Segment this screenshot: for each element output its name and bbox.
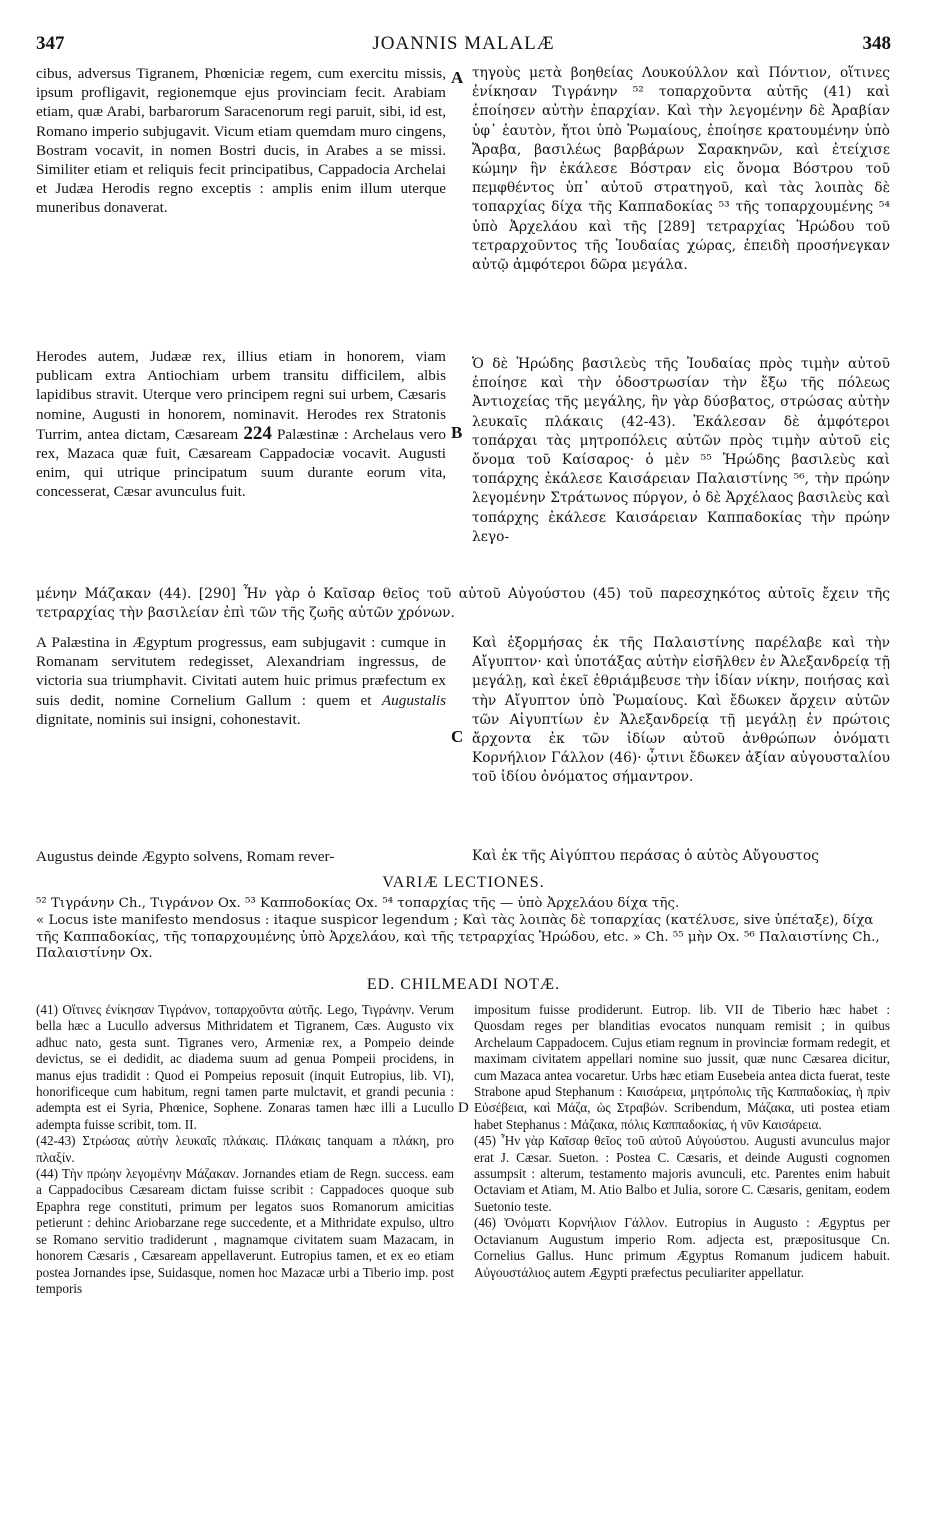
notes-right-column — [474, 1002, 890, 1281]
notes-left-column — [36, 1002, 454, 1297]
variae-block — [36, 896, 890, 963]
latin-paragraph-1 — [36, 64, 446, 218]
note-45: (45) Ἦν γὰρ Καῖσαρ θεῖος τοῦ αὐτοῦ Αὐγούστου. Augusti avunculus major erat J. Cæsar. Sueton. : Postea C. Cæsaris, et deinde Augusti cognomen assumpsit : alterum, testamento majoris avunculi, etc. Parentes enim habuit Octaviam et Atiam, M. Atio Balbo et Julia, sorore C. Cæsaris, genitam, eodem Suetonio teste. — [474, 1133, 890, 1214]
greek-paragraph-4 — [472, 847, 890, 866]
page-number-right: 348 — [862, 33, 891, 54]
greek-text-2: Ὁ δὲ Ἡρώδης βασιλεὺς τῆς Ἰουδαίας πρὸς τιμὴν αὐτοῦ ἐποίησε καὶ τὴν ὁδοστρωσίαν τὴν ἔξω τῆς πόλεως Ἀντιοχείας τῆς μεγάλης, ἣν γὰρ δύσβατος, στρώσας αὐτὴν λευκαῖς πλάκαις (42-43). Ἐκάλεσαν δὲ ἀμφότεροι τοπάρχαι τὰς μητροπόλεις αὐτῶν πρὸς τιμὴν αὐτοῦ εἰς ὄνομα τοῦ Καίσαρος· ὁ μὲν ⁵⁵ Ἡρώδης βασιλεὺς καὶ τοπάρχης ἐκάλεσε Καισάρειαν Παλαιστίνης ⁵⁶, τὴν πρώην λεγομένην Στράτωνος πύργον, ὁ δὲ Ἀρχέλαος βασιλεὺς καὶ τοπάρχης ἐκάλεσε Καισάρειαν Καππαδοκίας τὴν πρώην λεγο- — [472, 356, 890, 545]
variae-heading: VARIÆ LECTIONES. — [382, 874, 545, 891]
note-44-continued: impositum fuisse prodiderunt. Eutrop. lib. VII de Tiberio hæc habet : Quosdam reges per blanditias evocatos nunquam remisit ; in quibus Archelaum Cappadocem. Cujus etiam regnum in provinciæ formam redegit, et maximam civitatem appellari nomine suo jussit, quæ nunc Cæsarea dicitur, cum Mazaca antea vocaretur. Urbs hæc etiam Eusebeia antea dicta fuerat, teste Strabone apud Stephanum : Καισάρεια, μητρόπολις τῆς Καππαδοκίας, ἡ πρὶν Εὐσέβεια, καὶ Μάζα, ὡς Στραβών. Scribendum, Μάζακα, uti postea etiam habet Stephanus : Μάζακα, πόλις Καππαδοκίας, ἡ νῦν Καισάρεια. — [474, 1002, 890, 1132]
note-46: (46) Ὀνόματι Κορνήλιον Γάλλον. Eutropius in Augusto : Ægyptus per Octavianum Augustum imperio Rom. adjecta est, præpositusque Cn. Cornelius Gallus. Hunc primum Ægyptus Romanum judicem habuit. Αὐγουστάλιος autem Ægypti præfectus peculiariter appellatur. — [474, 1215, 890, 1280]
variae-line-2: « Locus iste manifesto mendosus : itaque suspicor legendum ; Καὶ τὰς λοιπὰς δὲ τοπαρχίας (κατέλυσε, sive ὑπέταξε), δίχα τῆς Καππαδοκίας, τῆς τοπαρχουμένης ὑπὸ Ἀρχελάου, καὶ τῆς τετραρχίας Ἡρώδου, etc. » Ch. ⁵⁵ μὴν Ox. ⁵⁶ Παλαιστίνης Ch., Παλαιστίνην Ox. — [36, 912, 880, 962]
latin-text-2b: Palæstinæ : Archelaus vero rex, Mazaca quæ fuit, Cæsaream Cappadociæ vocavit. Augusti enim, qui utrique principatum suum durante eorum vita, concesserat, Cæsar avunculus fuit. — [36, 425, 446, 501]
marker-b: B — [451, 423, 463, 442]
latin-italic-augustalis: Augustalis — [381, 691, 447, 709]
greek-paragraph-3 — [472, 634, 890, 788]
latin-text-3b: dignitate, nominis sui insigni, cohonestavit. — [36, 710, 301, 728]
notes-heading: ED. CHILMEADI NOTÆ. — [366, 976, 561, 993]
variae-line-1: ⁵² Τιγράνην Ch., Τιγράνον Ox. ⁵³ Καπποδοκίας Ox. ⁵⁴ τοπαρχίας τῆς — ὑπὸ Ἀρχελάου δίχα τῆς. — [36, 896, 680, 911]
margin-number: 224 — [243, 422, 272, 444]
latin-text-1: cibus, adversus Tigranem, Phœniciæ regem, cum exercitu missis, ipsum profligavit, regionemque ejus provinciam fecit. Arabiam etiam, quæ Arabi, barbarorum Saracenorum regi paruit, sibi, id est, Romano imperio subjugavit. Vicum etiam quemdam muro cingens, Bostram vocavit, in nomen Bostri ducis, in Arabes a se missi. Similiter etiam et reliquis fecit principatibus, Cappadocia Archelai et Judæa Herodis regno exceptis : amplis enim illum uterque muneribus donaverat. — [36, 65, 446, 217]
greek-text-1: τηγοὺς μετὰ βοηθείας Λουκούλλον καὶ Πόντιον, οἵτινες ἐνίκησαν Τιγράνην ⁵² τοπαρχοῦντα αὐτῆς (41) καὶ ἐποίησεν αὐτὴν ἐπαρχίαν. Καὶ τὴν λεγομένην δὲ Ἀραβίαν ὑφ᾽ ἑαυτὸν, ἤτοι ὑπὸ Ῥωμαίους, ἐποίησε κρατουμένην ὑπὸ Ἄραβα, βασιλέως βαρβάρων Σαρακηνῶν, καὶ ἐτείχισε κώμην ἣν ἐκάλεσε Βόστραν εἰς ὄνομα Βόστρου τοῦ πεμφθέντος ὑπ᾽ αὐτοῦ στρατηγοῦ, καὶ τὰς λοιπὰς δὲ τοπαρχίας δίχα τῆς Καππαδοκίας ⁵³ τῆς τοπαρχουμένης ⁵⁴ ὑπὸ Ἀρχελάου καὶ τῆς [289] τετραρχίας Ἡρώδου τοῦ τετραρχοῦντος τῆς Ἰουδαίας χώρας, ἐπειδὴ προσήνεγκαν αὐτῷ ἀμφότεροι δῶρα μεγάλα. — [472, 65, 890, 274]
note-41: (41) Οἵτινες ἐνίκησαν Τιγράνον, τοπαρχοῦντα αὐτῆς. Lego, Τιγράνην. Verum bella hæc a Lucullo adversus Mithridatem et Tigranem, Cæs. Augusto vix adhuc nato, gesta sunt. Tigranes vero, Armeniæ rex, a Pompeio deinde devictus, se ei dedidit, ac diadema suum ad genua Pompeii procidens, in manus ejus tradidit : Quod ei Pompeius reposuit (inquit Eutropius, lib. VI), honorificeque cum habitum, regni tamen parte mulctavit, et grandi pecunia : adempta est ei Syria, Phœnice, Sophene. Zonaras tamen hæc illi a Lucullo adempta fuisse scribit, tom. II. — [36, 1002, 454, 1132]
page-header — [36, 33, 891, 57]
greek-paragraph-1 — [472, 64, 890, 275]
page-number-left: 347 — [36, 33, 65, 54]
latin-paragraph-2 — [36, 347, 446, 502]
greek-full-width-lines — [36, 585, 890, 623]
marker-c: C — [451, 727, 464, 746]
latin-text-4: Augustus deinde Ægypto solvens, Romam rever- — [36, 848, 335, 865]
marker-d: D — [458, 1100, 469, 1116]
greek-text-3: Καὶ ἐξορμήσας ἐκ τῆς Παλαιστίνης παρέλαβε καὶ τὴν Αἴγυπτον· καὶ ὑποτάξας αὐτὴν εἰσῆλθεν ἐν Ἀλεξανδρείᾳ τῇ μεγάλῃ, καὶ ἐκεῖ ἐθριάμβευσε τὴν ἰδίαν νίκην, ποιήσας καὶ τὴν Αἴγυπτον ὑπὸ Ῥωμαίους. Καὶ ἔδωκεν ἄρχειν αὐτῶν τῶν Αἰγυπτίων ἐν Ἀλεξανδρείᾳ τῇ μεγάλῃ ἐν πρώτοις ἄρχοντα ἐκ τῶν ἰδίων αὐτοῦ ἀνθρώπων ὀνόματι Κορνήλιον Γάλλον (46)· ᾧτινι ἔδωκεν ἀξίαν αὐγουσταλίου τοῦ ἰδίου ὀνόματος σήμαντρον. — [472, 635, 890, 786]
marker-a: A — [451, 68, 464, 87]
latin-text-2 — [36, 347, 446, 502]
greek-text-4: Καὶ ἐκ τῆς Αἰγύπτου περάσας ὁ αὐτὸς Αὔγουστος — [472, 848, 819, 864]
note-42-43: (42-43) Στρώσας αὐτὴν λευκαῖς πλάκαις. Πλάκαις tanquam a πλάκη, pro πλαξίν. — [36, 1133, 454, 1165]
latin-text-2a: Herodes autem, Judææ rex, illius etiam in honorem, viam publicam extra Antiochiam urbem transitu difficilem, albis lapidibus stravit. Uterque vero principem regni sui urbem, Cæsaris nomine, Augusti in honorem, nominavit. Herodes rex Stratonis Turrim, antea dictam, Cæsaream — [36, 348, 446, 443]
greek-paragraph-2 — [472, 355, 890, 547]
latin-text-3a: A Palæstina in Ægyptum progressus, eam subjugavit : cumque in Romanam servitutem redegisset, Alexandriam ingressus, de victoria sua triumphavit. Civitati autem huic primus præfectum ex suis dedit, nomine Cornelium Gallum : quem et — [36, 634, 446, 709]
note-44: (44) Τὴν πρώην λεγομένην Μάζακαν. Jornandes etiam de Regn. success. eam a Cappadocibus Cæsaream dictam fuisse scribit : Cappadoces quoque sub Epaphra rege constituti, primum per legatos suos Romanorum amicitias petierunt : dehinc Ariobarzane rege succedente, et a Mithridate expulso, ultro se Romano servitio tradiderunt , magnamque civitatem suam Mazacam, in honorem Cæsaris , Cæsaream appellaverunt. Eutropius tamen, et ex eo etiam postea Jornandes ipse, Suidasque, nomen hoc Mazacæ urbi a Tiberio imp. post temporis — [36, 1166, 454, 1296]
latin-text-3 — [36, 633, 446, 729]
greek-full-text: μένην Μάζακαν (44). [290] Ἦν γὰρ ὁ Καῖσαρ θεῖος τοῦ αὐτοῦ Αὐγούστου (45) τοῦ παρεσχηκότος αὐτοῖς ἔχειν τῆς τετραρχίας τὴν βασιλείαν ἐπὶ τῶν τῆς ζωῆς αὐτῶν χρόνων. — [36, 586, 890, 622]
latin-paragraph-4 — [36, 847, 446, 866]
running-title: JOANNIS MALALÆ — [372, 33, 555, 54]
latin-paragraph-3 — [36, 633, 446, 729]
